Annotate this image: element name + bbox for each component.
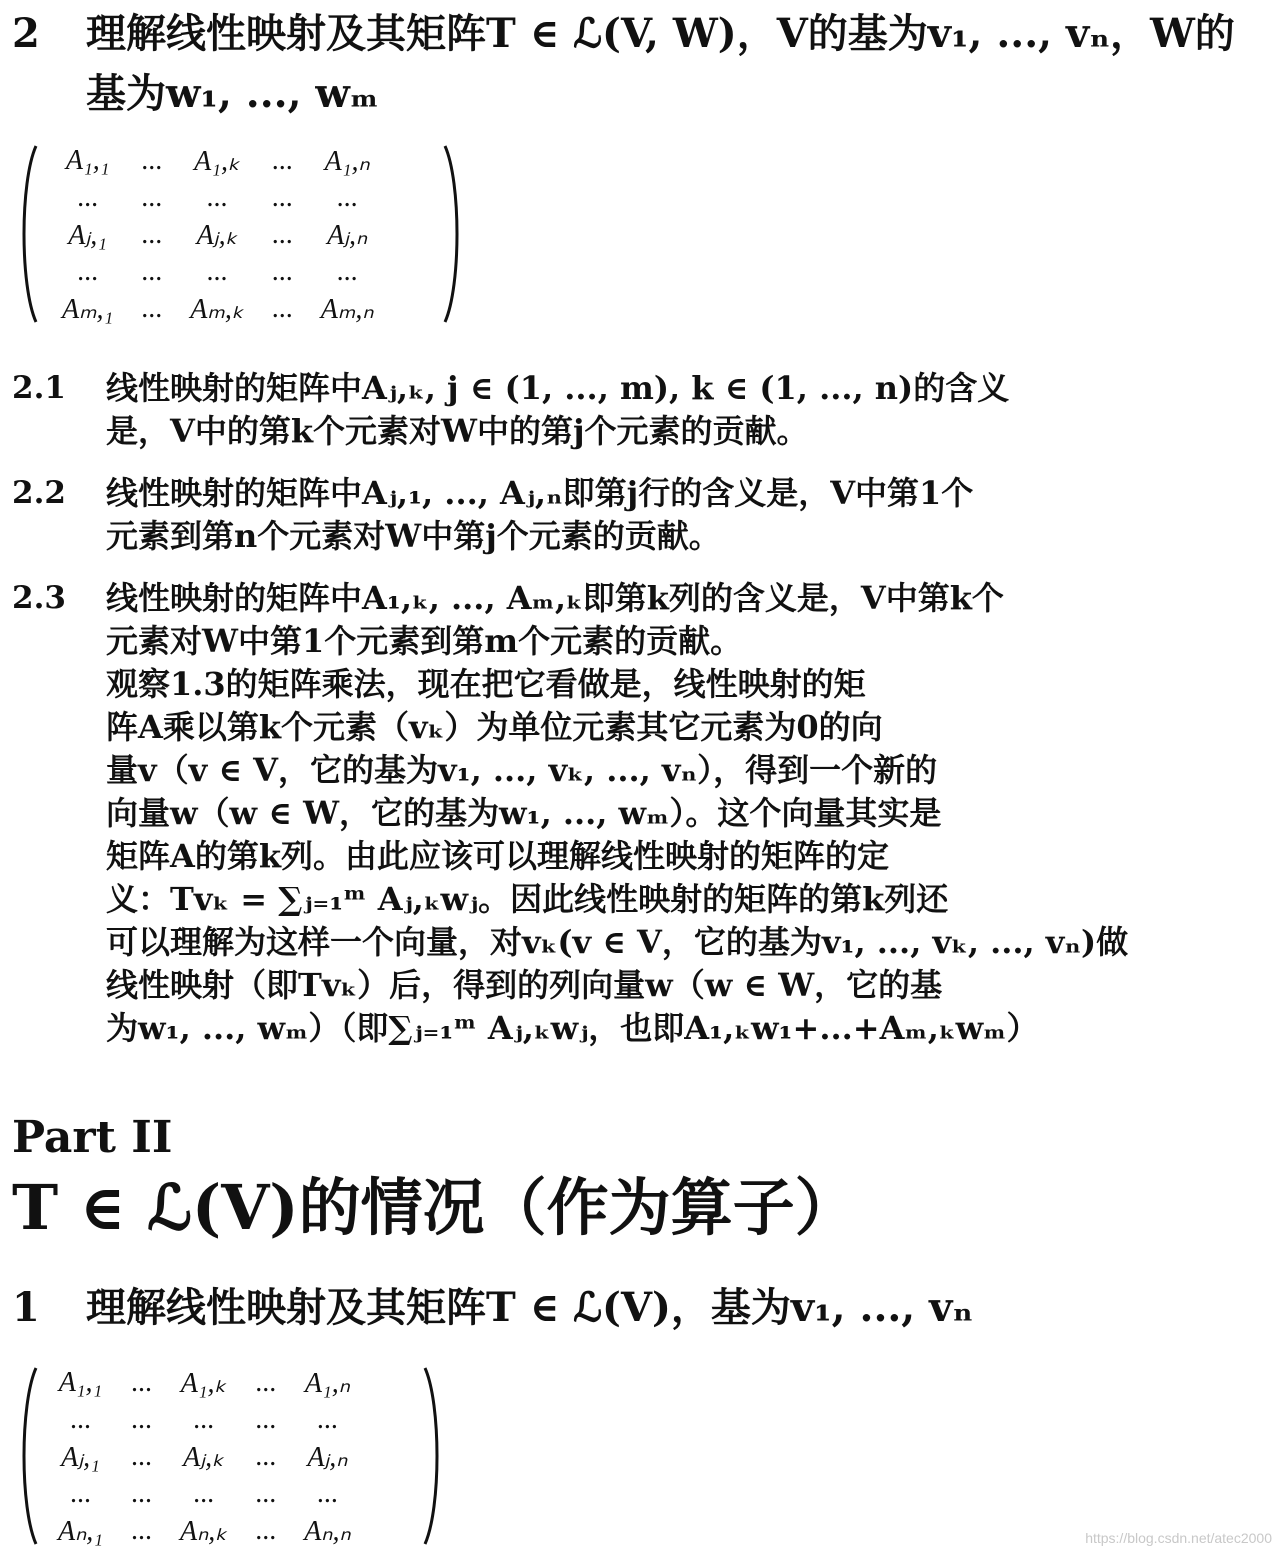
matrix-entry: ... — [255, 1440, 277, 1472]
subsection-text-line: 线性映射的矩阵中Aⱼ,ₖ, j ∈ (1, ..., m), k ∈ (1, ..., n)的含义 — [106, 369, 1010, 407]
matrix-entry: ... — [131, 1403, 152, 1435]
section-number: 2 — [12, 10, 40, 57]
matrix-entry: A₁,ₙ — [304, 1367, 350, 1399]
matrix-entry: Aⱼ,ₙ — [307, 1441, 348, 1473]
matrix-entry: A₁,ₖ — [180, 1367, 227, 1399]
matrix-entry: Aⱼ,₁ — [61, 1441, 100, 1473]
matrix-entry: Aⱼ,ₖ — [196, 219, 238, 251]
matrix-entry: Aⱼ,₁ — [68, 219, 108, 251]
section-title-line-1: 理解线性映射及其矩阵T ∈ ℒ(V, W)，V的基为v₁, ..., vₙ，W的 — [86, 10, 1235, 57]
matrix-entry: ... — [141, 255, 163, 287]
matrix-entry: ... — [206, 181, 228, 213]
matrix-entry: Aₘ,ₙ — [320, 293, 374, 325]
matrix-entry: ... — [141, 218, 163, 250]
matrix-entry: ... — [141, 181, 163, 213]
matrix-entry: ... — [255, 1366, 277, 1398]
matrix-entry: Aⱼ,ₙ — [327, 219, 368, 251]
matrix-row — [48, 142, 388, 179]
subsection-text-line: 阵A乘以第k个元素（vₖ）为单位元素其它元素为0的向 — [106, 708, 883, 746]
matrix-entry: ... — [316, 1477, 338, 1509]
section-number: 1 — [12, 1284, 40, 1331]
matrix-entry: ... — [141, 144, 163, 176]
matrix-row — [48, 253, 388, 290]
matrix-entry: Aₙ,₁ — [58, 1515, 103, 1547]
part-title: T ∈ ℒ(V)的情况（作为算子） — [12, 1171, 857, 1244]
subsection-text-line: 元素到第n个元素对W中第j个元素的贡献。 — [106, 517, 721, 555]
matrix-entry: ... — [271, 181, 293, 213]
right-parenthesis — [441, 142, 463, 326]
matrix-entry: A₁,₁ — [65, 144, 110, 176]
matrix-entry: ... — [271, 144, 293, 176]
section-title-line-2: 基为w₁, ..., wₘ — [86, 70, 380, 117]
matrix-entry: ... — [255, 1514, 277, 1546]
subsection-text-line: 可以理解为这样一个向量，对vₖ(v ∈ V，它的基为v₁, ..., vₖ, ..., vₙ)做 — [106, 923, 1129, 961]
matrix-row — [48, 179, 388, 216]
matrix-entry: ... — [131, 1366, 152, 1398]
matrix-entry: Aₘ,ₖ — [190, 293, 244, 325]
matrix-row — [44, 1401, 365, 1438]
matrix-entry: ... — [141, 292, 163, 324]
matrix-entry: ... — [193, 1477, 215, 1509]
matrix-m-by-n — [18, 142, 463, 326]
subsection-text-line: 向量w（w ∈ W，它的基为w₁, ..., wₘ）。这个向量其实是 — [106, 794, 942, 832]
subsection-text-line: 义：Tvₖ = ∑ⱼ₌₁ᵐ Aⱼ,ₖwⱼ。因此线性映射的矩阵的第k列还 — [106, 880, 949, 918]
subsection-text-line: 线性映射的矩阵中Aⱼ,₁, ..., Aⱼ,ₙ即第j行的含义是，V中第1个 — [106, 474, 974, 512]
matrix-entry: ... — [271, 218, 293, 250]
subsection-text-line: 线性映射（即Tvₖ）后，得到的列向量w（w ∈ W，它的基 — [106, 966, 943, 1004]
matrix-entry: ... — [77, 181, 99, 213]
subsection-text-line: 元素对W中第1个元素到第m个元素的贡献。 — [106, 622, 743, 660]
matrix-entry: ... — [131, 1514, 152, 1546]
matrix-row — [48, 290, 388, 327]
matrix-row — [44, 1438, 365, 1475]
matrix-entry: Aⱼ,ₖ — [183, 1441, 225, 1473]
matrix-entry: ... — [70, 1403, 91, 1435]
subsection-number: 2.3 — [12, 580, 66, 616]
matrix-entry: ... — [316, 1403, 338, 1435]
matrix-entry: A₁,₁ — [58, 1366, 103, 1398]
subsection-text-line: 为w₁, ..., wₘ）（即∑ⱼ₌₁ᵐ Aⱼ,ₖwⱼ，也即A₁,ₖw₁+...+Aₘ,ₖwₘ） — [106, 1009, 1039, 1047]
matrix-entry: Aₙ,ₙ — [304, 1515, 351, 1547]
matrix-row — [44, 1364, 365, 1401]
subsection-number: 2.1 — [12, 370, 66, 406]
matrix-entries — [44, 1364, 365, 1549]
matrix-entry: ... — [336, 181, 358, 213]
matrix-entry: ... — [193, 1403, 215, 1435]
left-parenthesis — [18, 142, 40, 326]
matrix-entry: ... — [131, 1440, 152, 1472]
matrix-entry: ... — [271, 255, 293, 287]
subsection-text-line: 矩阵A的第k列。由此应该可以理解线性映射的矩阵的定 — [106, 837, 890, 875]
matrix-entry: ... — [255, 1477, 277, 1509]
matrix-entry: ... — [206, 255, 228, 287]
watermark: https://blog.csdn.net/atec2000 — [1085, 1530, 1272, 1546]
subsection-text-line: 是，V中的第k个元素对W中的第j个元素的贡献。 — [106, 412, 809, 450]
matrix-entry: Aₙ,ₖ — [180, 1515, 228, 1547]
subsection-text-line: 观察1.3的矩阵乘法，现在把它看做是，线性映射的矩 — [106, 665, 866, 703]
matrix-entries — [48, 142, 388, 327]
subsection-paragraph — [106, 577, 1128, 1050]
part-label: Part II — [12, 1112, 173, 1163]
left-parenthesis — [18, 1364, 40, 1548]
matrix-row — [44, 1475, 365, 1512]
matrix-entry: ... — [131, 1477, 152, 1509]
matrix-entry: ... — [336, 255, 358, 287]
matrix-entry: ... — [70, 1477, 91, 1509]
matrix-entry: A₁,ₖ — [194, 145, 240, 177]
matrix-entry: A₁,ₙ — [324, 145, 370, 177]
right-parenthesis — [421, 1364, 443, 1548]
matrix-entry: ... — [255, 1403, 277, 1435]
matrix-entry: Aₘ,₁ — [62, 293, 114, 325]
subsection-number: 2.2 — [12, 475, 66, 511]
matrix-row — [44, 1512, 365, 1549]
section-title: 理解线性映射及其矩阵T ∈ ℒ(V)，基为v₁, ..., vₙ — [86, 1284, 974, 1331]
matrix-n-by-n — [18, 1364, 443, 1548]
subsection-text-line: 量v（v ∈ V，它的基为v₁, ..., vₖ, ..., vₙ），得到一个新的 — [106, 751, 938, 789]
matrix-entry: ... — [77, 255, 99, 287]
matrix-entry: ... — [271, 292, 293, 324]
subsection-text-line: 线性映射的矩阵中A₁,ₖ, ..., Aₘ,ₖ即第k列的含义是，V中第k个 — [106, 579, 1004, 617]
matrix-row — [48, 216, 388, 253]
